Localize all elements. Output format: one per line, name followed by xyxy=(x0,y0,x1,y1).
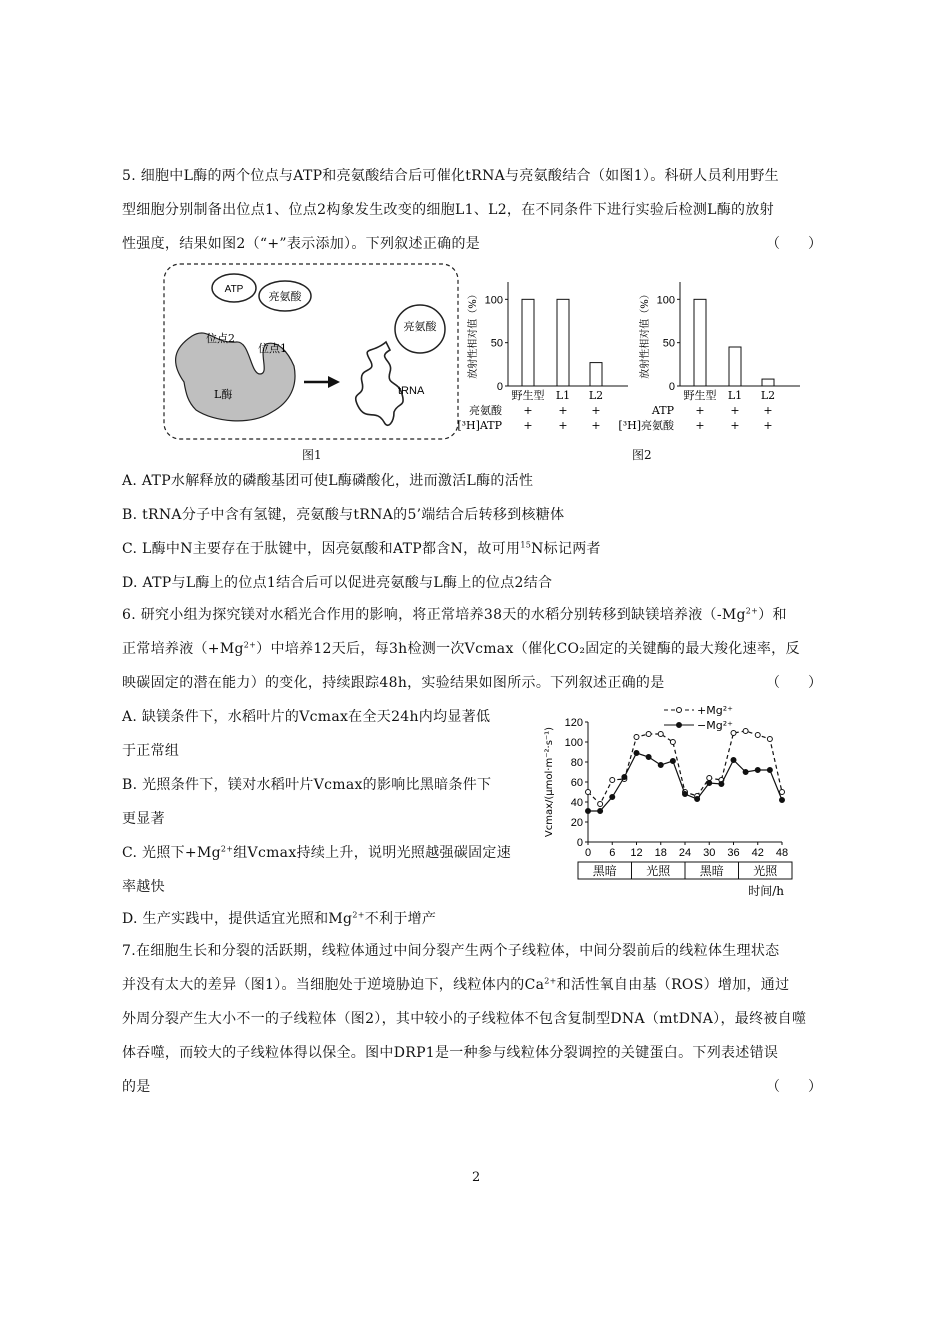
data-point xyxy=(731,758,736,763)
q6-line-3: 映碳固定的潜在能力）的变化，持续跟踪48h，实验结果如图所示。下列叙述正确的是 xyxy=(122,675,665,691)
q6-option-a-line-1: A. 缺镁条件下，水稻叶片的Vcmax在全天24h内均显著低 xyxy=(122,709,491,725)
x-tick-label: 6 xyxy=(609,847,616,859)
data-point xyxy=(622,775,627,780)
x-tick-label: 24 xyxy=(678,847,692,859)
period-label: 黑暗 xyxy=(699,864,724,878)
q6-vcmax-line-chart xyxy=(540,700,800,910)
fig1-trna-label: tRNA xyxy=(398,385,425,397)
q6-option-b-line-1: B. 光照条件下，镁对水稻叶片Vcmax的影响比黑暗条件下 xyxy=(122,777,492,793)
fig1-site1-label: 位点1 xyxy=(258,342,287,355)
data-point xyxy=(767,768,772,773)
q7-answer-paren: （ ） xyxy=(766,1079,822,1095)
data-point xyxy=(586,790,591,795)
q5-option-d: D. ATP与L酶上的位点1结合后可以促进亮氨酸与L酶上的位点2结合 xyxy=(122,575,553,591)
x-tick-label: 42 xyxy=(751,847,764,859)
bar xyxy=(762,379,774,386)
bar xyxy=(694,299,706,386)
q5-option-c: C. L酶中N主要存在于肽键中，因亮氨酸和ATP都含N，故可用$^{15}$N标记两者 xyxy=(122,540,601,557)
condition-mark: + xyxy=(763,404,773,417)
arrow-icon xyxy=(328,376,340,388)
category-label: L2 xyxy=(760,389,776,402)
data-point xyxy=(743,770,748,775)
x-tick-label: 18 xyxy=(654,847,667,859)
y-tick-label: 100 xyxy=(484,294,503,307)
condition-label: [³H]ATP xyxy=(457,419,502,432)
fig1-leucine-label-2: 亮氨酸 xyxy=(403,320,437,333)
q6-option-a-line-2: 于正常组 xyxy=(122,743,180,759)
data-point xyxy=(610,795,615,800)
q5-line-2: 型细胞分别制备出位点1、位点2构象发生改变的细胞L1、L2，在不同条件下进行实验后检测L酶的放射 xyxy=(122,202,774,218)
x-tick-label: 30 xyxy=(703,847,716,859)
y-tick-label: 40 xyxy=(570,797,583,809)
condition-mark: + xyxy=(523,419,533,432)
data-point xyxy=(634,751,639,756)
data-point xyxy=(707,776,712,781)
data-point xyxy=(634,735,639,740)
q5-option-b: B. tRNA分子中含有氢键，亮氨酸与tRNA的5’端结合后转移到核糖体 xyxy=(122,507,565,523)
q7-line-4: 体吞噬，而较大的子线粒体得以保全。图中DRP1是一种参与线粒体分裂调控的关键蛋白。下列表述错误 xyxy=(122,1045,779,1061)
y-tick-label: 20 xyxy=(570,817,583,829)
y-axis-label: 放射性相对值（%） xyxy=(468,289,479,379)
y-axis-label: Vcmax/(μmol·m⁻²·s⁻¹) xyxy=(544,726,555,838)
y-tick-label: 50 xyxy=(662,337,675,350)
x-tick-label: 12 xyxy=(630,847,643,859)
data-point xyxy=(767,737,772,742)
legend-marker xyxy=(677,708,682,713)
legend-label: −Mg²⁺ xyxy=(697,719,733,732)
category-label: L2 xyxy=(588,389,604,402)
bar xyxy=(729,347,741,386)
category-label: 野生型 xyxy=(683,389,717,402)
q6-line-1: 6. 研究小组为探究镁对水稻光合作用的影响，将正常培养38天的水稻分别转移到缺镁培养液$(-Mg^{2+})$和 xyxy=(122,606,787,623)
data-point xyxy=(646,732,651,737)
condition-label: 亮氨酸 xyxy=(469,404,502,417)
legend-label: +Mg²⁺ xyxy=(697,704,733,717)
q6-option-b-line-2: 更显著 xyxy=(122,811,165,827)
y-tick-label: 0 xyxy=(496,381,503,393)
q6-line-2: 正常培养液$(+Mg^{2+})$中培养12天后，每3h检测一次Vcmax（催化CO₂固定的关键酶的最大羧化速率，反 xyxy=(122,640,800,657)
y-tick-label: 0 xyxy=(576,837,583,849)
figure-1-diagram xyxy=(162,262,462,442)
data-point xyxy=(658,732,663,737)
figure-2-chart-left xyxy=(456,276,626,436)
data-point xyxy=(683,792,688,797)
data-point xyxy=(780,798,785,803)
data-point xyxy=(743,729,748,734)
q7-line-5: 的是 xyxy=(122,1079,151,1095)
data-point xyxy=(598,809,603,814)
condition-mark: + xyxy=(558,404,568,417)
condition-mark: + xyxy=(591,419,601,432)
data-point xyxy=(695,797,700,802)
y-tick-label: 100 xyxy=(656,294,675,307)
y-tick-label: 100 xyxy=(564,737,583,749)
data-point xyxy=(598,802,603,807)
q6-answer-paren: （ ） xyxy=(766,675,822,691)
condition-mark: + xyxy=(695,419,705,432)
x-tick-label: 36 xyxy=(727,847,740,859)
figure-1-caption: 图1 xyxy=(302,448,322,462)
data-point xyxy=(658,763,663,768)
data-point xyxy=(646,755,651,760)
y-tick-label: 80 xyxy=(570,757,583,769)
condition-label: [³H]亮氨酸 xyxy=(618,419,674,432)
condition-mark: + xyxy=(730,419,740,432)
data-point xyxy=(755,768,760,773)
q7-line-1: 7.在细胞生长和分裂的活跃期，线粒体通过中间分裂产生两个子线粒体，中间分裂前后的线粒体生理状态 xyxy=(122,943,780,959)
data-point xyxy=(610,778,615,783)
figure-2-caption: 图2 xyxy=(632,448,652,462)
condition-mark: + xyxy=(730,404,740,417)
bar xyxy=(522,299,534,386)
condition-mark: + xyxy=(591,404,601,417)
bar xyxy=(557,299,569,386)
condition-label: ATP xyxy=(651,404,674,417)
series-line xyxy=(588,753,782,811)
q5-line-3: 性强度，结果如图2（“+”表示添加）。下列叙述正确的是 xyxy=(122,236,481,252)
period-label: 光照 xyxy=(753,864,778,878)
q5-option-a: A. ATP水解释放的磷酸基团可使L酶磷酸化，进而激活L酶的活性 xyxy=(122,473,534,489)
category-label: 野生型 xyxy=(511,389,545,402)
data-point xyxy=(670,740,675,745)
y-tick-label: 0 xyxy=(668,381,675,393)
period-label: 光照 xyxy=(646,864,671,878)
category-label: L1 xyxy=(727,389,743,402)
period-label: 黑暗 xyxy=(592,864,617,878)
trna-squiggle xyxy=(356,342,403,425)
fig1-atp-label: ATP xyxy=(224,284,244,295)
q7-line-2: 并没有太大的差异（图1）。当细胞处于逆境胁迫下，线粒体内的$Ca^{2+}$和活性氧自由基（ROS）增加，通过 xyxy=(122,976,790,993)
data-point xyxy=(586,809,591,814)
y-tick-label: 60 xyxy=(570,777,583,789)
x-axis-label: 时间/h xyxy=(748,884,784,898)
x-tick-label: 0 xyxy=(584,847,592,859)
fig1-site2-label: 位点2 xyxy=(206,332,235,345)
data-point xyxy=(755,733,760,738)
category-label: L1 xyxy=(555,389,571,402)
y-tick-label: 50 xyxy=(490,337,503,350)
y-axis-label: 放射性相对值（%） xyxy=(640,289,651,379)
q5-answer-paren: （ ） xyxy=(766,236,822,252)
q6-option-c-line-1: C. 光照下$+Mg^{2+}$组Vcmax持续上升，说明光照越强碳固定速 xyxy=(122,844,512,861)
condition-mark: + xyxy=(763,419,773,432)
q7-line-3: 外周分裂产生大小不一的子线粒体（图2），其中较小的子线粒体不包含复制型DNA（mtDNA），最终被自噬 xyxy=(122,1011,807,1027)
y-tick-label: 120 xyxy=(564,717,583,729)
q6-option-d: D. 生产实践中，提供适宜光照和$Mg^{2+}$不利于增产 xyxy=(122,910,437,927)
condition-mark: + xyxy=(523,404,533,417)
legend-marker xyxy=(677,723,682,728)
q6-option-c-line-2: 率越快 xyxy=(122,879,165,895)
x-tick-label: 48 xyxy=(775,847,789,859)
bar xyxy=(590,363,602,386)
page-number: 2 xyxy=(472,1170,481,1185)
data-point xyxy=(707,781,712,786)
q5-line-1: 5. 细胞中L酶的两个位点与ATP和亮氨酸结合后可催化tRNA与亮氨酸结合（如图1）。科研人员利用野生 xyxy=(122,168,779,184)
data-point xyxy=(670,759,675,764)
figure-2-chart-right xyxy=(618,276,798,436)
data-point xyxy=(719,782,724,787)
fig1-enzyme-label: L酶 xyxy=(214,388,233,401)
condition-mark: + xyxy=(695,404,705,417)
condition-mark: + xyxy=(558,419,568,432)
data-point xyxy=(780,790,785,795)
fig1-leucine-label: 亮氨酸 xyxy=(268,290,302,303)
